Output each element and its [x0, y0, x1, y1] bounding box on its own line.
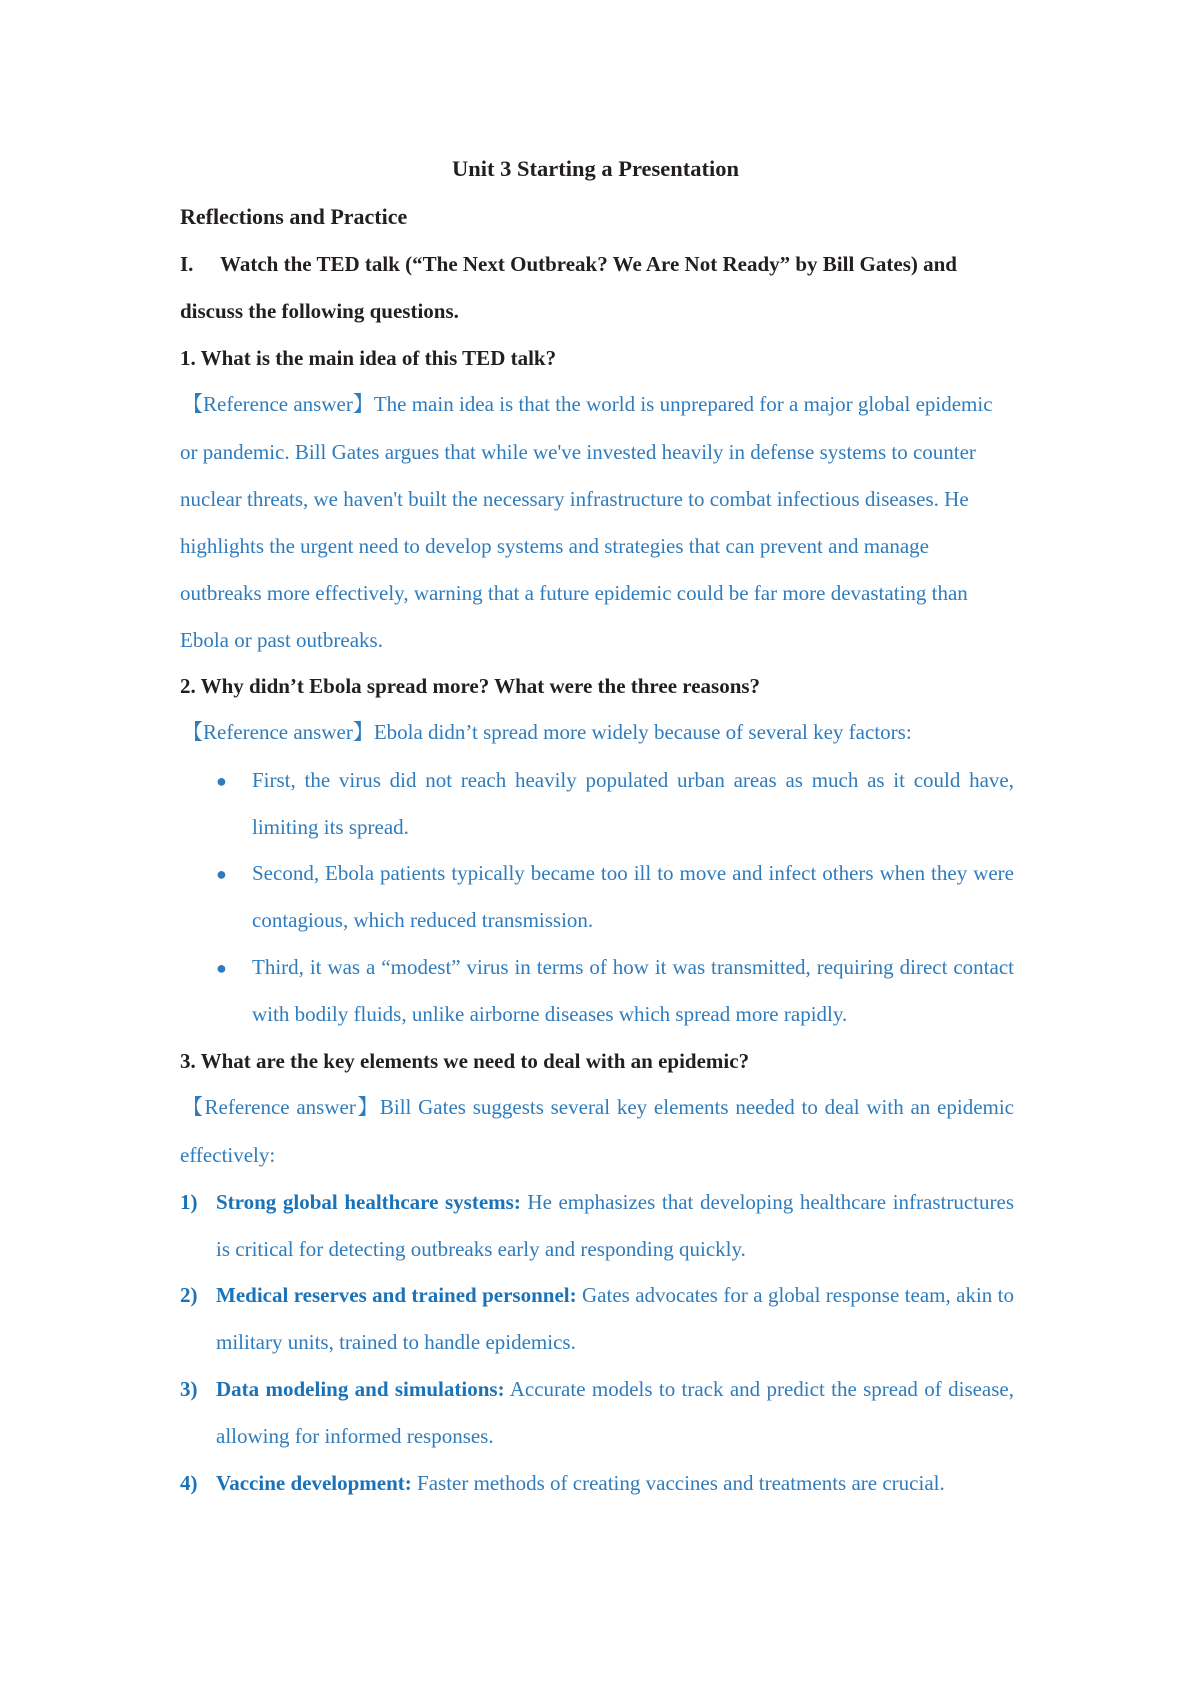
item-label: Medical reserves and trained personnel:: [216, 1283, 577, 1307]
q2-bullet-3-line1: Third, it was a “modest” virus in terms of how it was transmitted, requiring direct contact: [252, 955, 1014, 979]
question-1: 1. What is the main idea of this TED talk?: [180, 346, 557, 370]
reference-answer-label: 【Reference answer】: [182, 720, 374, 744]
question-2: 2. Why didn’t Ebola spread more? What were the three reasons?: [180, 674, 761, 698]
part1-numeral: I.: [180, 252, 194, 276]
item-text: Accurate models to track and predict the spread of disease,: [504, 1377, 1014, 1401]
q3-item-4-line1: [216, 1468, 945, 1498]
item-text: Faster methods of creating vaccines and treatments are crucial.: [411, 1471, 945, 1495]
q1-answer-line2: or pandemic. Bill Gates argues that while we've invested heavily in defense systems to counter: [180, 440, 976, 464]
part1-instruction-line1: [180, 249, 957, 279]
question-3: 3. What are the key elements we need to deal with an epidemic?: [180, 1049, 750, 1073]
item-label: Data modeling and simulations:: [216, 1377, 505, 1401]
reference-answer-label: 【Reference answer】: [182, 392, 374, 416]
list-number: 1): [180, 1190, 198, 1214]
list-number: 3): [180, 1377, 198, 1401]
reference-answer-label: 【Reference answer】: [182, 1095, 380, 1119]
q2-intro-text: Ebola didn’t spread more widely because of several key factors:: [373, 720, 912, 744]
q1-answer-text: The main idea is that the world is unprepared for a major global epidemic: [373, 392, 993, 416]
q3-answer-intro-line1: [182, 1092, 1014, 1122]
section-heading: Reflections and Practice: [180, 204, 408, 229]
q1-answer-line4: highlights the urgent need to develop systems and strategies that can prevent and manage: [180, 534, 929, 558]
q2-bullet-2-line2: contagious, which reduced transmission.: [252, 908, 594, 932]
q3-item-2-line2: military units, trained to handle epidemics.: [216, 1330, 576, 1354]
list-number: 4): [180, 1471, 198, 1495]
q2-bullet-2-line1: Second, Ebola patients typically became too ill to move and infect others when they were: [252, 861, 1014, 885]
q1-answer-line3: nuclear threats, we haven't built the necessary infrastructure to combat infectious diseases. He: [180, 487, 969, 511]
bullet-icon: ●: [216, 864, 227, 884]
page-title: Unit 3 Starting a Presentation: [451, 156, 740, 181]
bullet-icon: ●: [216, 771, 227, 791]
q2-bullet-1-line1: First, the virus did not reach heavily populated urban areas as much as it could have,: [252, 768, 1014, 792]
q3-item-2-line1: [216, 1280, 1014, 1310]
q1-answer-line6: Ebola or past outbreaks.: [180, 628, 383, 652]
part1-instruction-line2: discuss the following questions.: [180, 299, 459, 323]
q1-answer-line5: outbreaks more effectively, warning that a future epidemic could be far more devastating than: [180, 581, 968, 605]
q3-item-1-line2: is critical for detecting outbreaks early and responding quickly.: [216, 1237, 746, 1261]
q2-bullet-3-line2: with bodily fluids, unlike airborne diseases which spread more rapidly.: [252, 1002, 848, 1026]
item-label: Strong global healthcare systems:: [216, 1190, 521, 1214]
q2-bullet-1-line2: limiting its spread.: [252, 815, 409, 839]
q3-item-3-line2: allowing for informed responses.: [216, 1424, 494, 1448]
list-number: 2): [180, 1283, 198, 1307]
q1-answer-line1: [182, 389, 993, 419]
q3-answer-intro-line2: effectively:: [180, 1143, 276, 1167]
q2-answer-intro: [182, 717, 912, 747]
part1-text: Watch the TED talk (“The Next Outbreak? We Are Not Ready” by Bill Gates) and: [220, 252, 957, 276]
q3-item-3-line1: [216, 1374, 1014, 1404]
item-text: He emphasizes that developing healthcare infrastructures: [520, 1190, 1014, 1214]
item-label: Vaccine development:: [216, 1471, 412, 1495]
q3-intro-text: Bill Gates suggests several key elements needed to deal with an epidemic: [379, 1095, 1015, 1119]
q3-item-1-line1: [216, 1187, 1014, 1217]
bullet-icon: ●: [216, 958, 227, 978]
item-text: Gates advocates for a global response team, akin to: [576, 1283, 1014, 1307]
